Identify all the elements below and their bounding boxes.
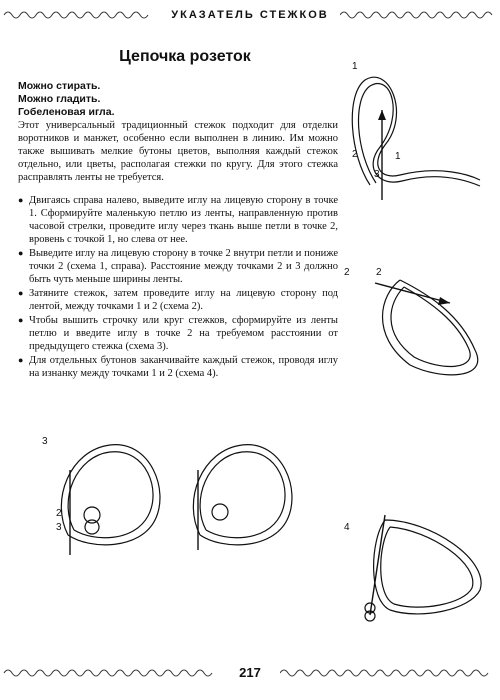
diagram-1 [340,55,500,205]
step-item: ● Затяните стежок, затем проведите иглу на лицевую сторону под лентой, между точками 1 и 2 (схема 2). [18,287,338,313]
point-label-1: 1 [395,151,401,162]
figure-number: 2 [344,267,350,278]
figure-number: 1 [352,61,358,72]
diagram-4 [340,500,500,635]
rosette-knot [85,520,99,534]
needle [370,515,385,615]
step-item: ● Чтобы вышить строчку или круг стежков, сформируйте из ленты петлю и введите иглу в точке 2 на требуемом расстоянии от предыдущего стежка (схема 3). [18,314,338,353]
ribbon-loop [352,77,480,186]
step-item: ● Двигаясь справа налево, выведите иглу на лицевую сторону в точке 1. Сформируйте маленькую петлю из ленты, направленную против часовой стрелки, проведите иглу через ткань выше петли в точке 2, вровень с точкой 1, но слева от нее. [18,194,338,246]
step-item: ● Для отдельных бутонов заканчивайте каждый стежок, проводя иглу на изнанку между точками 1 и 2 (схема 4). [18,354,338,380]
needle-tip [378,110,386,120]
diagram-2 [340,255,500,390]
ribbon-loop [383,280,478,375]
ribbon-loop [374,520,482,614]
step-item: ● Выведите иглу на лицевую сторону в точке 2 внутри петли и пониже точки 2 (схема 1, справа). Расстояние между точками 2 и 3 должно быть чуть меньше ширины ленты. [18,247,338,286]
point-label-2: 2 [56,508,62,519]
property-needle: Гобеленовая игла. [18,106,115,118]
point-label-3: 3 [374,169,380,180]
point-label-2: 2 [352,149,358,160]
property-ironable: Можно гладить. [18,93,101,105]
section-title: Цепочка розеток [119,48,251,65]
properties-list [18,80,338,119]
figure-number: 3 [42,436,48,447]
needle-tip [438,297,450,305]
instruction-steps [18,194,338,381]
diagram-3 [30,430,340,560]
property-washable: Можно стирать. [18,80,101,92]
point-label-3: 3 [56,522,62,533]
intro-paragraph: Этот универсальный традиционный стежок подходит для отделки воротников и манжет, особенно если выполнен в линию. Им можно также вышивать мелкие бутоны цветов, выполняя каждый стежок отдельно, или цветы, располагая стежки по кругу. Для этого стежка расправлять ленты не требуется. [18,120,338,183]
ribbon-loop-left [61,445,160,545]
figure-number: 4 [344,522,350,533]
point-label-2: 2 [376,267,382,278]
running-header: УКАЗАТЕЛЬ СТЕЖКОВ [160,6,340,24]
ribbon-loop-right [193,445,292,545]
page-number: 217 [220,664,280,682]
rosette-knot [212,504,228,520]
